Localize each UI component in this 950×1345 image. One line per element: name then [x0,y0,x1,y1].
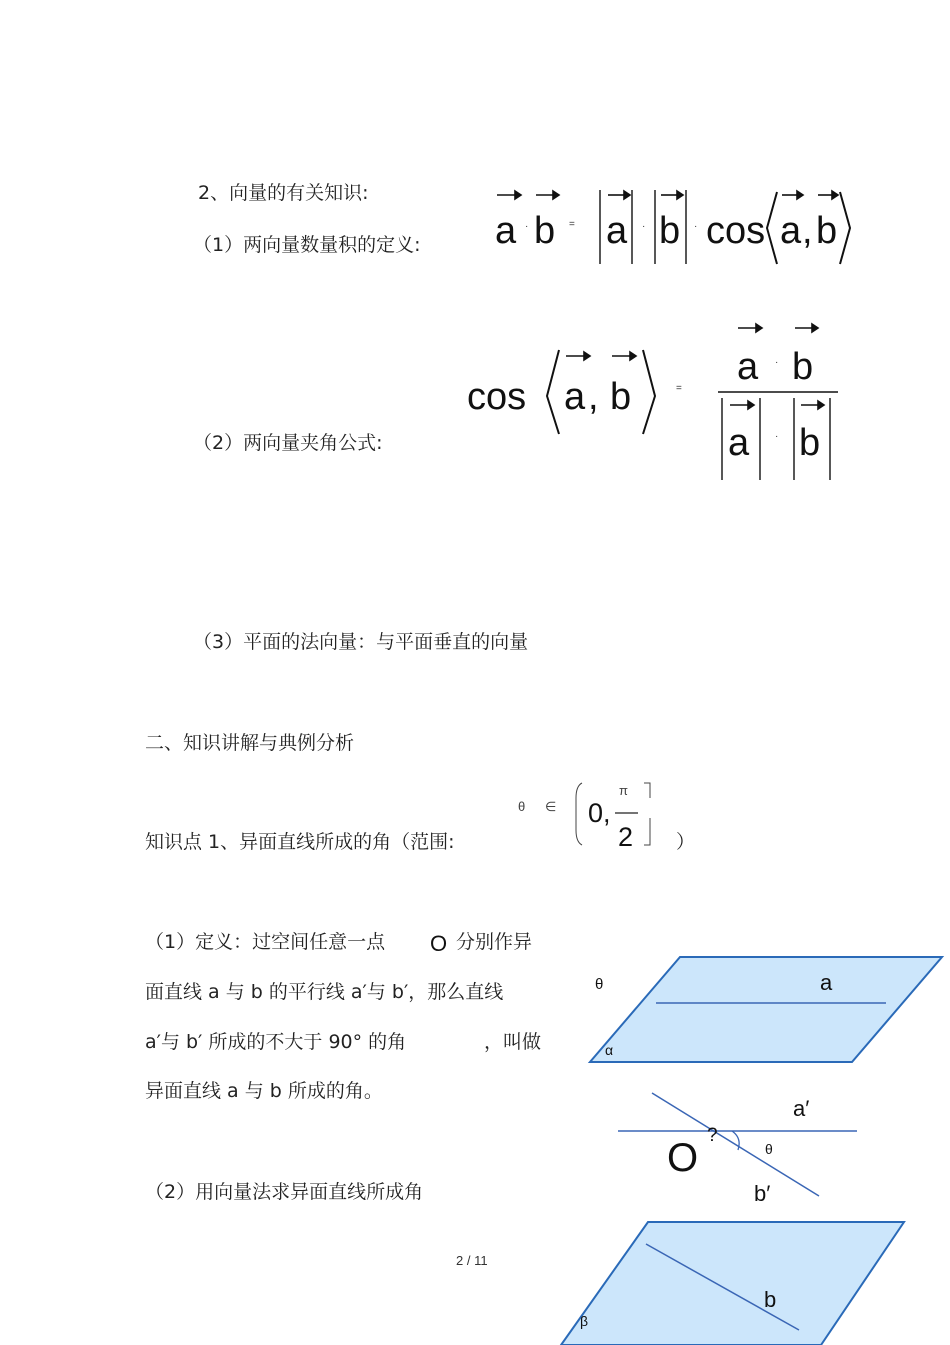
f1-comma: , [802,210,813,252]
range-two: 2 [618,822,634,852]
plane-beta [561,1222,904,1345]
f2-num-dot: · [775,357,779,368]
label-theta-top: θ [595,976,604,993]
f2-den-b: b [799,422,821,464]
f1-equals: = [569,219,575,230]
definition-line-3a: a′与 b′ 所成的不大于 90° 的角 [145,1031,407,1053]
plane-alpha [590,957,942,1062]
f2-angle-a: a [564,376,586,418]
f1-angle-b: b [816,210,838,252]
item-2-label: （2）两向量夹角公式: [193,432,383,454]
definition-line-4: 异面直线 a 与 b 所成的角。 [145,1080,383,1102]
range-pi: π [619,783,628,798]
f2-num-a: a [737,346,759,388]
item-1-label: （1）两向量数量积的定义: [193,234,421,256]
label-theta-mid: θ [765,1141,773,1157]
section-heading-vectors: 2、向量的有关知识: [198,182,369,204]
label-beta: β [580,1313,589,1329]
label-point-o: O [667,1136,699,1180]
label-b: b [764,1287,777,1312]
label-a: a [820,970,833,995]
f2-den-a: a [728,422,750,464]
definition-line-3b: ，叫做 [484,1031,542,1053]
angle-arc [732,1131,739,1150]
f1-abs-a: a [606,210,628,252]
f1-dot-3: · [694,221,698,232]
range-zero: 0, [588,798,611,828]
f2-equals: = [676,383,682,394]
knowledge-point-1: 知识点 1、异面直线所成的角（范围: [145,831,455,853]
f1-b: b [534,210,556,252]
f1-dot-1: · [525,221,529,232]
f1-dot-2: · [642,221,646,232]
f2-cos: cos [467,376,527,418]
f1-angle-a: a [780,210,802,252]
item-3-label: （3）平面的法向量：与平面垂直的向量 [193,631,529,653]
label-a-prime: a′ [793,1096,810,1121]
section-heading-two: 二、知识讲解与典例分析 [145,732,355,754]
knowledge-point-1-close: ） [676,831,696,853]
f1-abs-b: b [659,210,681,252]
range-in: ∈ [545,799,557,814]
definition-line-1-tail: 分别作异 [456,931,533,953]
f1-cos: cos [706,210,766,252]
definition-point-o: O [430,931,448,956]
f2-comma: , [588,376,599,418]
label-b-prime: b′ [754,1181,771,1206]
definition-line-2: 面直线 a 与 b 的平行线 a′与 b′，那么直线 [145,981,504,1003]
method-label: （2）用向量法求异面直线所成角 [145,1181,424,1203]
label-question: ? [707,1125,718,1146]
f2-angle-b: b [610,376,632,418]
f2-den-dot: · [775,431,779,442]
f1-a: a [495,210,517,252]
range-theta: θ [518,799,526,814]
f2-num-b: b [792,346,814,388]
definition-line-1: （1）定义：过空间任意一点 [145,931,386,953]
label-alpha: α [605,1042,614,1058]
page-number: 2 / 11 [456,1253,488,1268]
